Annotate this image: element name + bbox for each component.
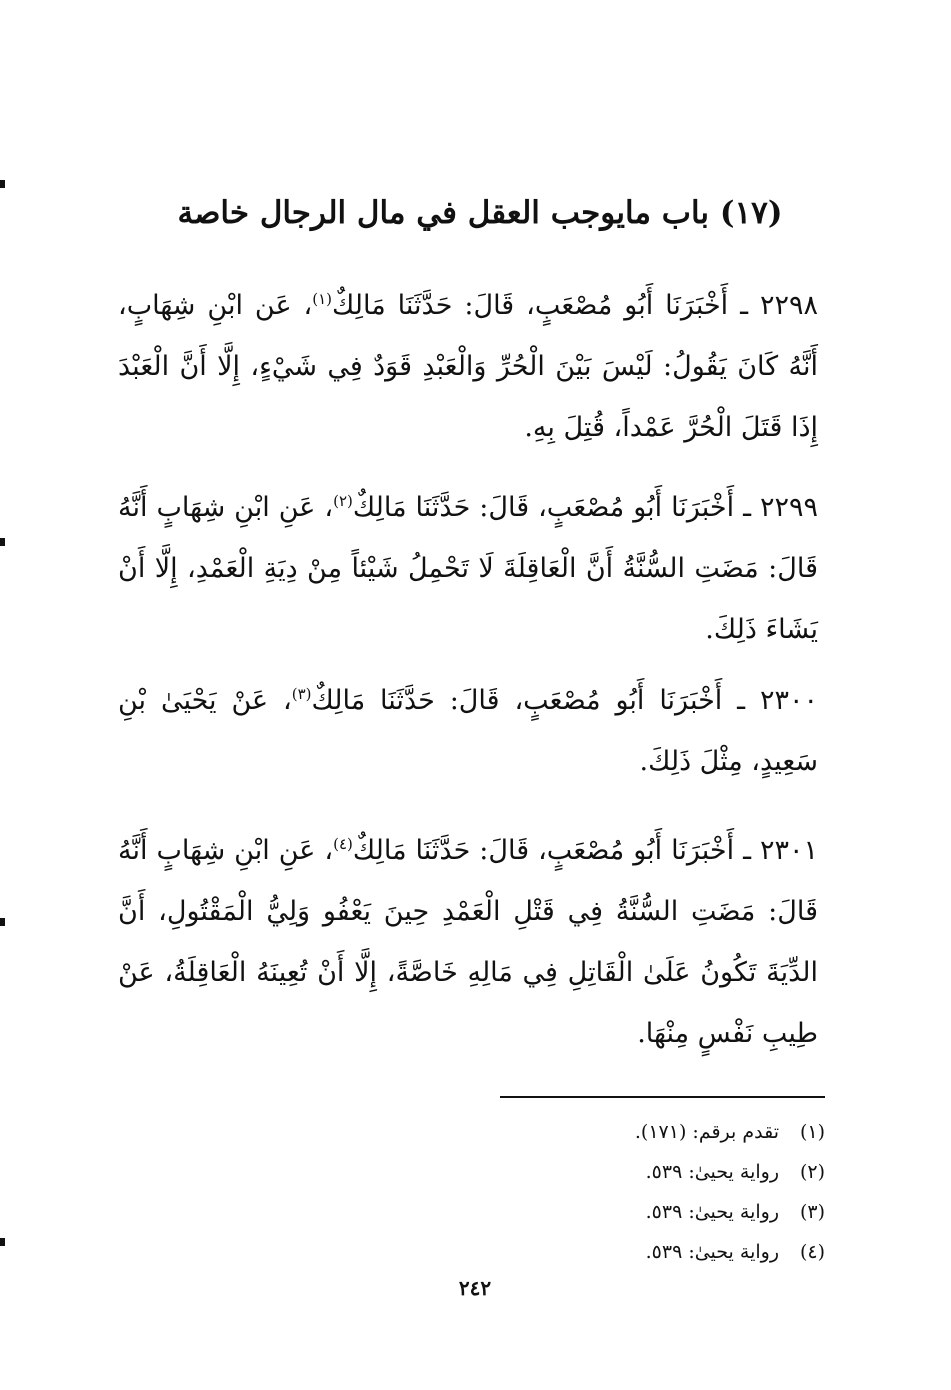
hadith-isnad: ـ أَخْبَرَنَا أَبُو مُصْعَبٍ، قَالَ: حَدَّثَنَا مَالِكٌ — [352, 835, 760, 866]
hadith-paragraph — [118, 820, 818, 1064]
footnote-mark: (١) — [799, 1121, 825, 1143]
hadith-number: ٢٢٩٨ — [759, 290, 818, 321]
hadith-text: ، عَن ابْنِ شِهَابٍ، أَنَّهُ كَانَ يَقُولُ: لَيْسَ بَيْنَ الْحُرِّ وَالْعَبْدِ قَوَدٌ فِي شَيْءٍ، إِلَّا أَنَّ الْعَبْدَ إِذَا قَتَلَ الْحُرَّ عَمْداً، قُتِلَ بِهِ. — [118, 290, 818, 443]
scan-edge-mark — [0, 180, 5, 188]
footnote-ref[interactable]: (٤) — [333, 835, 353, 853]
footnote — [450, 1232, 825, 1272]
footnote-ref[interactable]: (١) — [312, 290, 333, 308]
footnote-text: رواية يحيىٰ: ٥٣٩. — [645, 1201, 779, 1223]
hadith-number: ٢٣٠٠ — [759, 685, 818, 716]
hadith-paragraph — [118, 275, 818, 458]
footnote-divider — [500, 1096, 825, 1098]
scan-edge-mark — [0, 538, 5, 546]
footnote-text: تقدم برقم: (١٧١). — [634, 1121, 779, 1143]
footnote — [450, 1112, 825, 1152]
hadith-paragraph — [118, 477, 818, 660]
footnote-mark: (٤) — [799, 1241, 825, 1263]
scan-edge-mark — [0, 918, 5, 926]
hadith-isnad: ـ أَخْبَرَنَا أَبُو مُصْعَبٍ، قَالَ: حَدَّثَنَا مَالِكٌ — [352, 492, 760, 523]
chapter-title: (١٧) باب مايوجب العقل في مال الرجال خاصة — [177, 195, 783, 231]
hadith-text: ، عَنِ ابْنِ شِهَابٍ أَنَّهُ قَالَ: مَضَتِ السُّنَّةُ أَنَّ الْعَاقِلَةَ لَا تَحْمِلُ شَيْئاً مِنْ دِيَةِ الْعَمْدِ، إِلَّا أَنْ يَشَاءَ ذَلِكَ. — [118, 492, 818, 645]
footnote-ref[interactable]: (٣) — [291, 685, 312, 703]
hadith-text: ، عَنْ يَحْيَىٰ بْنِ سَعِيدٍ، مِثْلَ ذَلِكَ. — [118, 685, 818, 777]
footnote-mark: (٢) — [799, 1161, 825, 1183]
footnotes-list — [450, 1112, 825, 1272]
footnote-text: رواية يحيىٰ: ٥٣٩. — [645, 1161, 779, 1183]
scan-edge-mark — [0, 1238, 5, 1246]
hadith-isnad: ـ أَخْبَرَنَا أَبُو مُصْعَبٍ، قَالَ: حَدَّثَنَا مَالِكٌ — [311, 685, 760, 716]
hadith-text: ، عَنِ ابْنِ شِهَابٍ أَنَّهُ قَالَ: مَضَتِ السُّنَّةُ فِي قَتْلِ الْعَمْدِ حِينَ يَعْفُو وَلِيُّ الْمَقْتُولِ، أَنَّ الدِّيَةَ تَكُونُ عَلَىٰ الْقَاتِلِ فِي مَالِهِ خَاصَّةً، إِلَّا أَنْ تُعِينَهُ الْعَاقِلَةُ، عَنْ طِيبِ نَفْسٍ مِنْهَا. — [118, 835, 818, 1049]
page-number: ٢٤٢ — [458, 1276, 492, 1300]
hadith-number: ٢٣٠١ — [760, 835, 819, 866]
footnote — [450, 1152, 825, 1192]
footnote-ref[interactable]: (٢) — [333, 492, 353, 510]
hadith-isnad: ـ أَخْبَرَنَا أَبُو مُصْعَبٍ، قَالَ: حَدَّثَنَا مَالِكٌ — [332, 290, 760, 321]
footnote-mark: (٣) — [799, 1201, 825, 1223]
footnote — [450, 1192, 825, 1232]
hadith-paragraph — [118, 670, 818, 792]
hadith-number: ٢٢٩٩ — [760, 492, 819, 523]
footnote-text: رواية يحيىٰ: ٥٣٩. — [645, 1241, 779, 1263]
